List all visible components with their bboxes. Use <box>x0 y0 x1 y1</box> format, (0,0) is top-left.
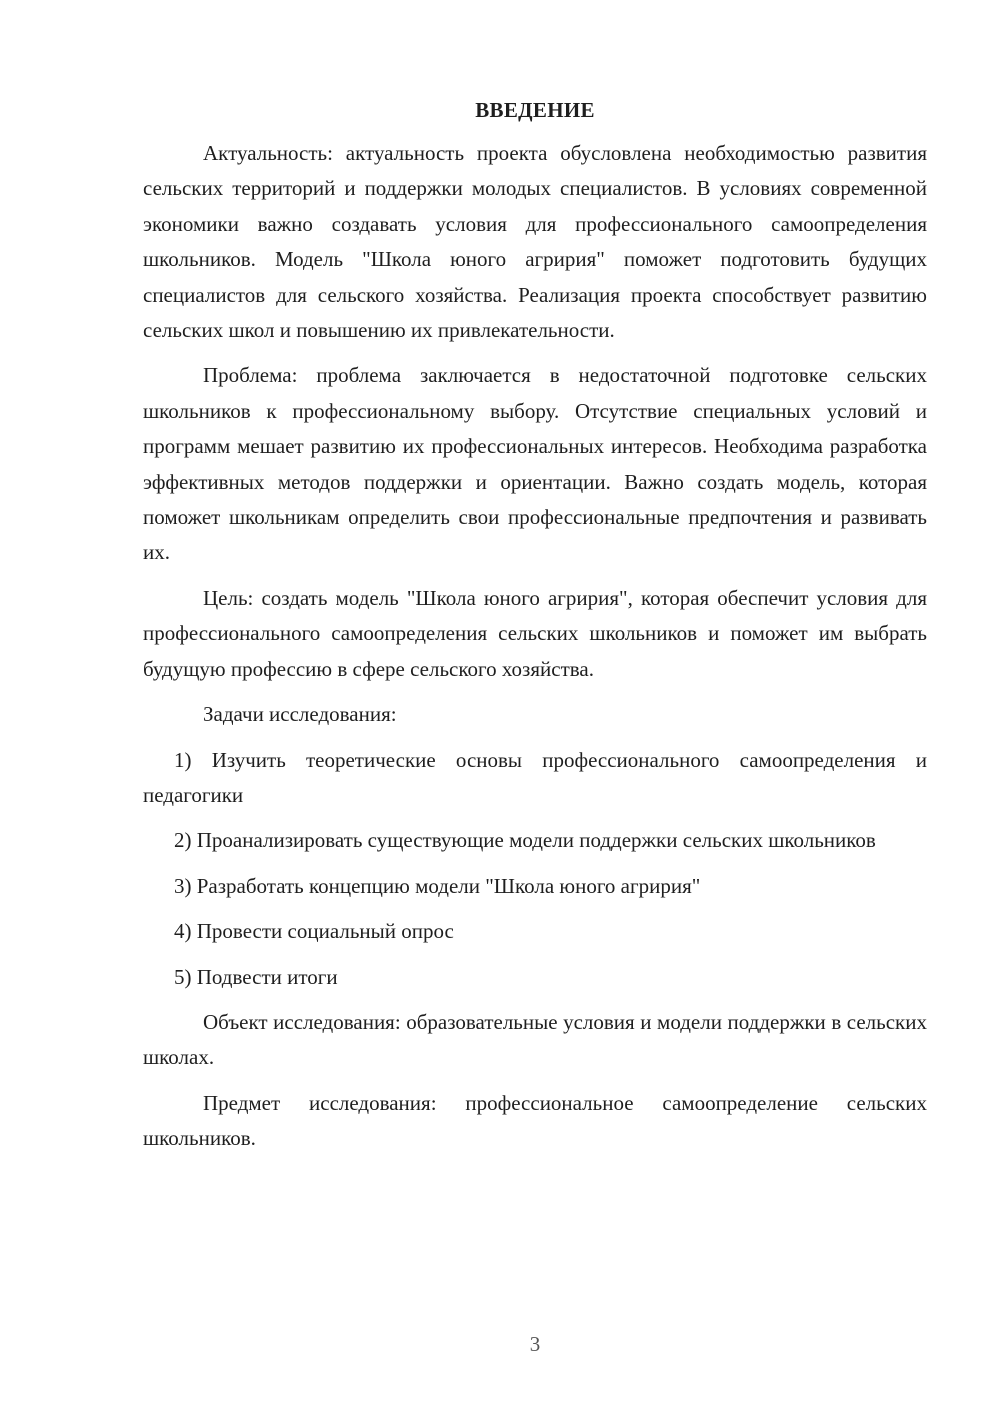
page-title: ВВЕДЕНИЕ <box>475 98 595 122</box>
task-item-5: 5) Подвести итоги <box>174 964 338 989</box>
subject-paragraph: Предмет исследования: профессиональное самоопределение сельских школьников. <box>143 1090 927 1151</box>
object-paragraph: Объект исследования: образовательные условия и модели поддержки в сельских школах. <box>143 1009 927 1070</box>
problem-paragraph: Проблема: проблема заключается в недостаточной подготовке сельских школьников к профессиональному выбору. Отсутствие специальных условий и программ мешает развитию их профессиональных интересов. Необходима разработка эффективных методов поддержки и ориентации. Важно создать модель, которая поможет школьникам определить свои профессиональные предпочтения и развивать их. <box>143 363 927 565</box>
document-page <box>143 93 927 1157</box>
goal-paragraph: Цель: создать модель "Школа юного агририя", которая обеспечит условия для профессионального самоопределения сельских школьников и поможет им выбрать будущую профессию в сфере сельского хозяйства. <box>143 585 927 681</box>
tasks-heading: Задачи исследования: <box>203 702 397 727</box>
relevance-paragraph: Актуальность: актуальность проекта обусловлена необходимостью развития сельских территорий и поддержки молодых специалистов. В условиях современной экономики важно создавать условия для профессионального самоопределения школьников. Модель "Школа юного агририя" поможет подготовить будущих специалистов для сельского хозяйства. Реализация проекта способствует развитию сельских школ и повышению их привлекательности. <box>143 141 927 343</box>
task-item-3: 3) Разработать концепцию модели "Школа юного агририя" <box>174 873 701 898</box>
task-item-2: 2) Проанализировать существующие модели поддержки сельских школьников <box>174 828 876 853</box>
page-number: 3 <box>529 1332 541 1356</box>
task-item-1: 1) Изучить теоретические основы профессионального самоопределения и педагогики <box>143 747 927 807</box>
task-item-4: 4) Провести социальный опрос <box>174 919 454 944</box>
